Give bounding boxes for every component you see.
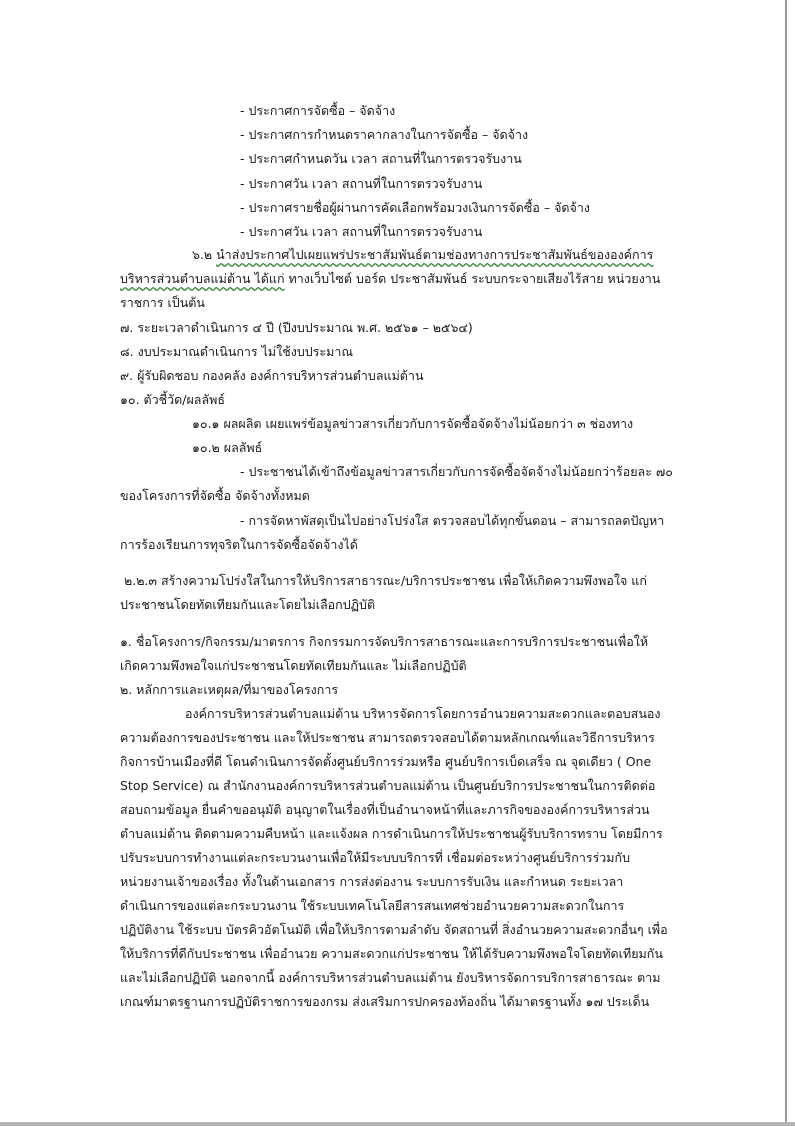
underlined-text: นำส่งประกาศไปเผยแพร่ประชาสัมพันธ์ตามช่องทางการประชาสัมพันธ์ขององค์การ <box>216 247 654 262</box>
paragraph-line: ความต้องการของประชาชน และให้ประชาชน สามารถตรวจสอบได้ตามหลักเกณฑ์และวิธีการบริหาร <box>120 730 655 745</box>
section-10-title: ๑๐. ตัวชี้วัด/ผลลัพธ์ <box>120 392 225 407</box>
list-item: - ประกาศวัน เวลา สถานที่ในการตรวจรับงาน <box>240 224 483 239</box>
paragraph-line: ปฏิบัติงาน ใช้ระบบ บัตรคิวอัตโนมัติ เพื่อให้บริการตามลำดับ จัดสถานที่ สิ่งอำนวยความสะดวกอื่นๆ เพื่อ <box>120 922 668 937</box>
list-item: - ประกาศวัน เวลา สถานที่ในการตรวจรับงาน <box>240 176 483 191</box>
list-item: - ประกาศรายชื่อผู้ผ่านการคัดเลือกพร้อมวงเงินการจัดซื้อ – จัดจ้าง <box>240 200 590 215</box>
list-item: - ประกาศการกำหนดราคากลางในการจัดซื้อ – จัดจ้าง <box>240 127 529 142</box>
section-heading: ๒.๒.๓ สร้างความโปร่งใสในการให้บริการสาธารณะ/บริการประชาชน เพื่อให้เกิดความพึงพอใจ แก่ <box>124 573 647 588</box>
paragraph-line: ปรับระบบการทำงานแต่ละกระบวนงานเพื่อให้มีระบบบริการที่ เชื่อมต่อระหว่างศูนย์บริการร่วมกับ <box>120 850 631 865</box>
paragraph-line: องค์การบริหารส่วนตำบลแม่ต้าน บริหารจัดการโดยการอำนวยความสะดวกและตอบสนอง <box>185 706 661 721</box>
paragraph-line: หน่วยงานเจ้าของเรื่อง ทั้งในด้านเอกสาร การส่งต่องาน ระบบการรับเงิน และกำหนด ระยะเวลา <box>120 874 624 889</box>
paragraph-line: และไม่เลือกปฏิบัติ นอกจากนี้ องค์การบริหารส่วนตำบลแม่ต้าน ยังบริหารจัดการบริการสาธารณะ ตาม <box>120 970 661 985</box>
section-10-2-title: ๑๐.๒ ผลลัพธ์ <box>192 440 263 455</box>
section-6-2-line-1 <box>192 245 653 265</box>
paragraph-line: สอบถามข้อมูล ยื่นคำขออนุมัติ อนุญาตในเรื่องที่เป็นอำนาจหน้าที่และภารกิจขององค์การบริหารส่วน <box>120 802 650 817</box>
section-number: ๖.๒ <box>192 247 213 262</box>
list-item: - ประกาศการจัดซื้อ – จัดจ้าง <box>240 103 396 118</box>
rationale-title: ๒. หลักการและเหตุผล/ที่มาของโครงการ <box>120 682 339 697</box>
outcome-item-cont: ของโครงการที่จัดซื้อ จัดจ้างทั้งหมด <box>120 488 310 503</box>
paragraph-line: ให้บริการที่ดีกับประชาชน เพื่ออำนวย ความสะดวกแก่ประชาชน ให้ได้รับความพึงพอใจโดยทัดเทียมกัน <box>120 946 663 961</box>
paragraph-line: ดำเนินการของแต่ละกระบวนงาน ใช้ระบบเทคโนโลยีสารสนเทศช่วยอำนวยความสะดวกในการ <box>120 898 625 913</box>
outcome-item-cont: การร้องเรียนการทุจริตในการจัดซื้อจัดจ้างได้ <box>120 537 358 552</box>
project-name: ๑. ชื่อโครงการ/กิจกรรม/มาตรการ กิจกรรมการจัดบริการสาธารณะและการบริการประชาชนเพื่อให้ <box>120 634 649 649</box>
paragraph-line: Stop Service) ณ สำนักงานองค์การบริหารส่วนตำบลแม่ต้าน เป็นศูนย์บริการประชาชนในการติดต่อ <box>120 778 656 793</box>
project-name-cont: เกิดความพึงพอใจแก่ประชาชนโดยทัดเทียมกันและ ไม่เลือกปฏิบัติ <box>120 658 467 673</box>
list-item: - ประกาศกำหนดวัน เวลา สถานที่ในการตรวจรับงาน <box>240 151 522 166</box>
underlined-text: บริหารส่วนตำบลแม่ต้าน ได้แก่ <box>120 271 285 286</box>
outcome-item: - ประชาชนได้เข้าถึงข้อมูลข่าวสารเกี่ยวกับการจัดซื้อจัดจ้างไม่น้อยกว่าร้อยละ ๗๐ <box>240 464 673 479</box>
section-6-2-line-2 <box>120 269 660 289</box>
section-6-2-line-3: ราชการ เป็นต้น <box>120 295 205 310</box>
paragraph-text: ทางเว็บไซต์ บอร์ด ประชาสัมพันธ์ ระบบกระจายเสียงไร้สาย หน่วยงาน <box>284 271 661 286</box>
paragraph-line: กิจการบ้านเมืองที่ดี โดนดำเนินการจัดตั้งศูนย์บริการร่วมหรือ ศูนย์บริการเบ็ดเสร็จ ณ จุดเดียว ( One <box>120 754 652 769</box>
section-9-responsible: ๙. ผู้รับผิดชอบ กองคลัง องค์การบริหารส่วนตำบลแม่ต้าน <box>120 368 424 383</box>
section-7-duration: ๗. ระยะเวลาดำเนินการ ๔ ปี (ปีงบประมาณ พ.ศ. ๒๕๖๑ – ๒๕๖๔) <box>120 320 473 335</box>
section-heading-cont: ประชาชนโดยทัดเทียมกันและโดยไม่เลือกปฏิบัติ <box>120 597 376 612</box>
paragraph-line: เกณฑ์มาตรฐานการปฏิบัติราชการของกรม ส่งเสริมการปกครองท้องถิ่น ได้มาตรฐานทั้ง ๑๗ ประเด็น <box>120 994 650 1009</box>
section-8-budget: ๘. งบประมาณดำเนินการ ไม่ใช้งบประมาณ <box>120 344 353 359</box>
paragraph-line: ตำบลแม่ต้าน ติดตามความคืบหน้า และแจ้งผล การดำเนินการให้ประชาชนผู้รับบริการทราบ โดยมีการ <box>120 826 663 841</box>
section-10-1-output: ๑๐.๑ ผลผลิต เผยแพร่ข้อมูลข่าวสารเกี่ยวกับการจัดซื้อจัดจ้างไม่น้อยกว่า ๓ ช่องทาง <box>192 416 634 431</box>
outcome-item: - การจัดหาพัสดุเป็นไปอย่างโปร่งใส ตรวจสอบได้ทุกขั้นตอน – สามารถลดปัญหา <box>240 513 665 528</box>
